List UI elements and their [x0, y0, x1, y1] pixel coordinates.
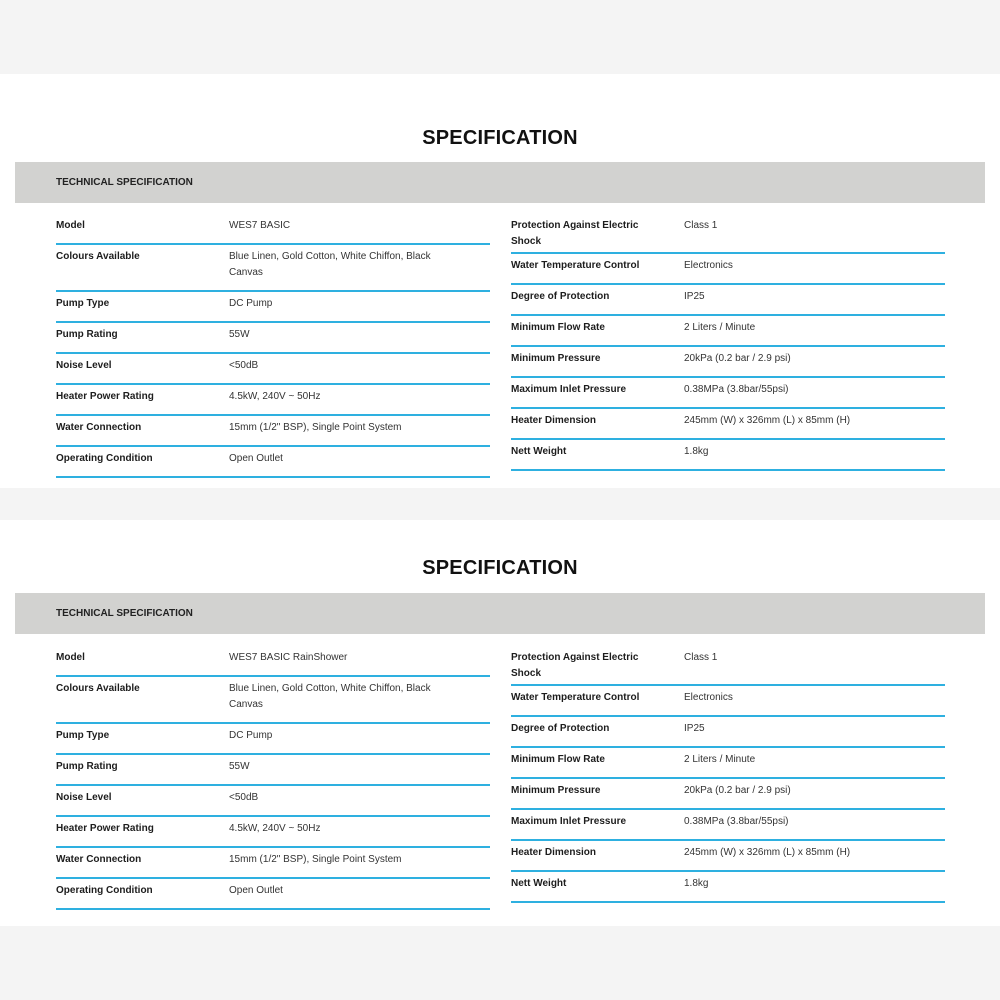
spec-value: 0.38MPa (3.8bar/55psi) [684, 384, 789, 395]
spec-key: Nett Weight [511, 446, 567, 457]
spec-key: Heater Dimension [511, 415, 597, 426]
table-row [56, 879, 490, 910]
table-row [511, 214, 945, 254]
spec-value: 245mm (W) x 326mm (L) x 85mm (H) [684, 415, 851, 426]
band-label: TECHNICAL SPECIFICATION [56, 177, 193, 188]
table-row [511, 378, 945, 409]
spec-key: Minimum Flow Rate [511, 322, 605, 333]
spec-key: Operating Condition [56, 453, 153, 464]
table-row [511, 810, 945, 841]
technical-spec-band [15, 162, 985, 203]
table-row [511, 409, 945, 440]
table-row [511, 841, 945, 872]
table-row [56, 245, 490, 292]
spec-value: 2 Liters / Minute [684, 754, 756, 765]
spec-key: Degree of Protection [511, 723, 610, 734]
table-row [56, 385, 490, 416]
table-row [56, 292, 490, 323]
spec-key: Water Connection [56, 422, 142, 433]
spec-value: <50dB [229, 360, 259, 371]
table-row [56, 677, 490, 724]
spec-key: Colours Available [56, 683, 140, 694]
table-row [511, 440, 945, 471]
spec-value: Electronics [684, 260, 733, 271]
spec-key: Heater Power Rating [56, 391, 154, 402]
spec-value: 1.8kg [684, 878, 709, 889]
spec-value: 1.8kg [684, 446, 709, 457]
spec-key: Operating Condition [56, 885, 153, 896]
spec-table-left [56, 646, 490, 910]
spec-value: Electronics [684, 692, 733, 703]
section-title: SPECIFICATION [422, 557, 578, 579]
table-row [56, 724, 490, 755]
spec-key: Maximum Inlet Pressure [511, 816, 627, 827]
spec-key: Minimum Pressure [511, 785, 601, 796]
table-row [56, 817, 490, 848]
spec-value: 20kPa (0.2 bar / 2.9 psi) [684, 353, 791, 364]
table-row [56, 755, 490, 786]
spec-value: 245mm (W) x 326mm (L) x 85mm (H) [684, 847, 851, 858]
spec-value: Blue Linen, Gold Cotton, White Chiffon, Black Canvas [229, 683, 431, 710]
table-row [511, 254, 945, 285]
table-row [511, 316, 945, 347]
spec-value: 15mm (1/2" BSP), Single Point System [229, 854, 402, 865]
table-row [511, 686, 945, 717]
spec-value: DC Pump [229, 730, 273, 741]
spec-key: Minimum Flow Rate [511, 754, 605, 765]
spec-key: Water Temperature Control [511, 692, 640, 703]
band-label: TECHNICAL SPECIFICATION [56, 608, 193, 619]
table-row [511, 872, 945, 903]
spec-value: 0.38MPa (3.8bar/55psi) [684, 816, 789, 827]
spec-key: Water Connection [56, 854, 142, 865]
spec-value: 55W [229, 329, 250, 340]
table-row [511, 748, 945, 779]
spec-key: Water Temperature Control [511, 260, 640, 271]
spec-key: Heater Power Rating [56, 823, 154, 834]
table-row [511, 347, 945, 378]
spec-value: Class 1 [684, 652, 718, 663]
spec-panel-1 [0, 74, 1000, 488]
table-row [511, 717, 945, 748]
spec-table-right [511, 214, 945, 471]
spec-value: 55W [229, 761, 250, 772]
spec-value: 4.5kW, 240V ~ 50Hz [229, 391, 321, 402]
spec-value: 2 Liters / Minute [684, 322, 756, 333]
spec-key: Maximum Inlet Pressure [511, 384, 627, 395]
spec-key: Pump Type [56, 730, 110, 741]
spec-value: 15mm (1/2" BSP), Single Point System [229, 422, 402, 433]
spec-value: Blue Linen, Gold Cotton, White Chiffon, Black Canvas [229, 251, 431, 278]
spec-value: <50dB [229, 792, 259, 803]
technical-spec-band [15, 593, 985, 634]
spec-key: Minimum Pressure [511, 353, 601, 364]
spec-value: 20kPa (0.2 bar / 2.9 psi) [684, 785, 791, 796]
table-row [56, 447, 490, 478]
table-row [56, 646, 490, 677]
spec-key: Nett Weight [511, 878, 567, 889]
spec-key: Noise Level [56, 792, 112, 803]
spec-key: Pump Rating [56, 761, 118, 772]
table-row [56, 323, 490, 354]
spec-key: Noise Level [56, 360, 112, 371]
table-row [511, 285, 945, 316]
spec-key: Model [56, 220, 85, 231]
table-row [56, 354, 490, 385]
spec-key: Heater Dimension [511, 847, 597, 858]
spec-value: DC Pump [229, 298, 273, 309]
table-row [56, 214, 490, 245]
spec-key: Protection Against Electric Shock [511, 220, 639, 247]
table-row [56, 416, 490, 447]
spec-value: WES7 BASIC [229, 220, 291, 231]
spec-table-right [511, 646, 945, 903]
table-row [56, 786, 490, 817]
section-title: SPECIFICATION [422, 127, 578, 149]
table-row [511, 779, 945, 810]
spec-key: Pump Rating [56, 329, 118, 340]
spec-key: Protection Against Electric Shock [511, 652, 639, 679]
spec-value: 4.5kW, 240V ~ 50Hz [229, 823, 321, 834]
spec-key: Degree of Protection [511, 291, 610, 302]
spec-value: IP25 [684, 291, 705, 302]
spec-value: Open Outlet [229, 885, 283, 896]
table-row [56, 848, 490, 879]
spec-value: IP25 [684, 723, 705, 734]
spec-table-left [56, 214, 490, 478]
spec-key: Colours Available [56, 251, 140, 262]
spec-value: WES7 BASIC RainShower [229, 652, 348, 663]
spec-key: Pump Type [56, 298, 110, 309]
spec-value: Class 1 [684, 220, 718, 231]
spec-key: Model [56, 652, 85, 663]
spec-value: Open Outlet [229, 453, 283, 464]
table-row [511, 646, 945, 686]
spec-panel-2 [0, 520, 1000, 926]
